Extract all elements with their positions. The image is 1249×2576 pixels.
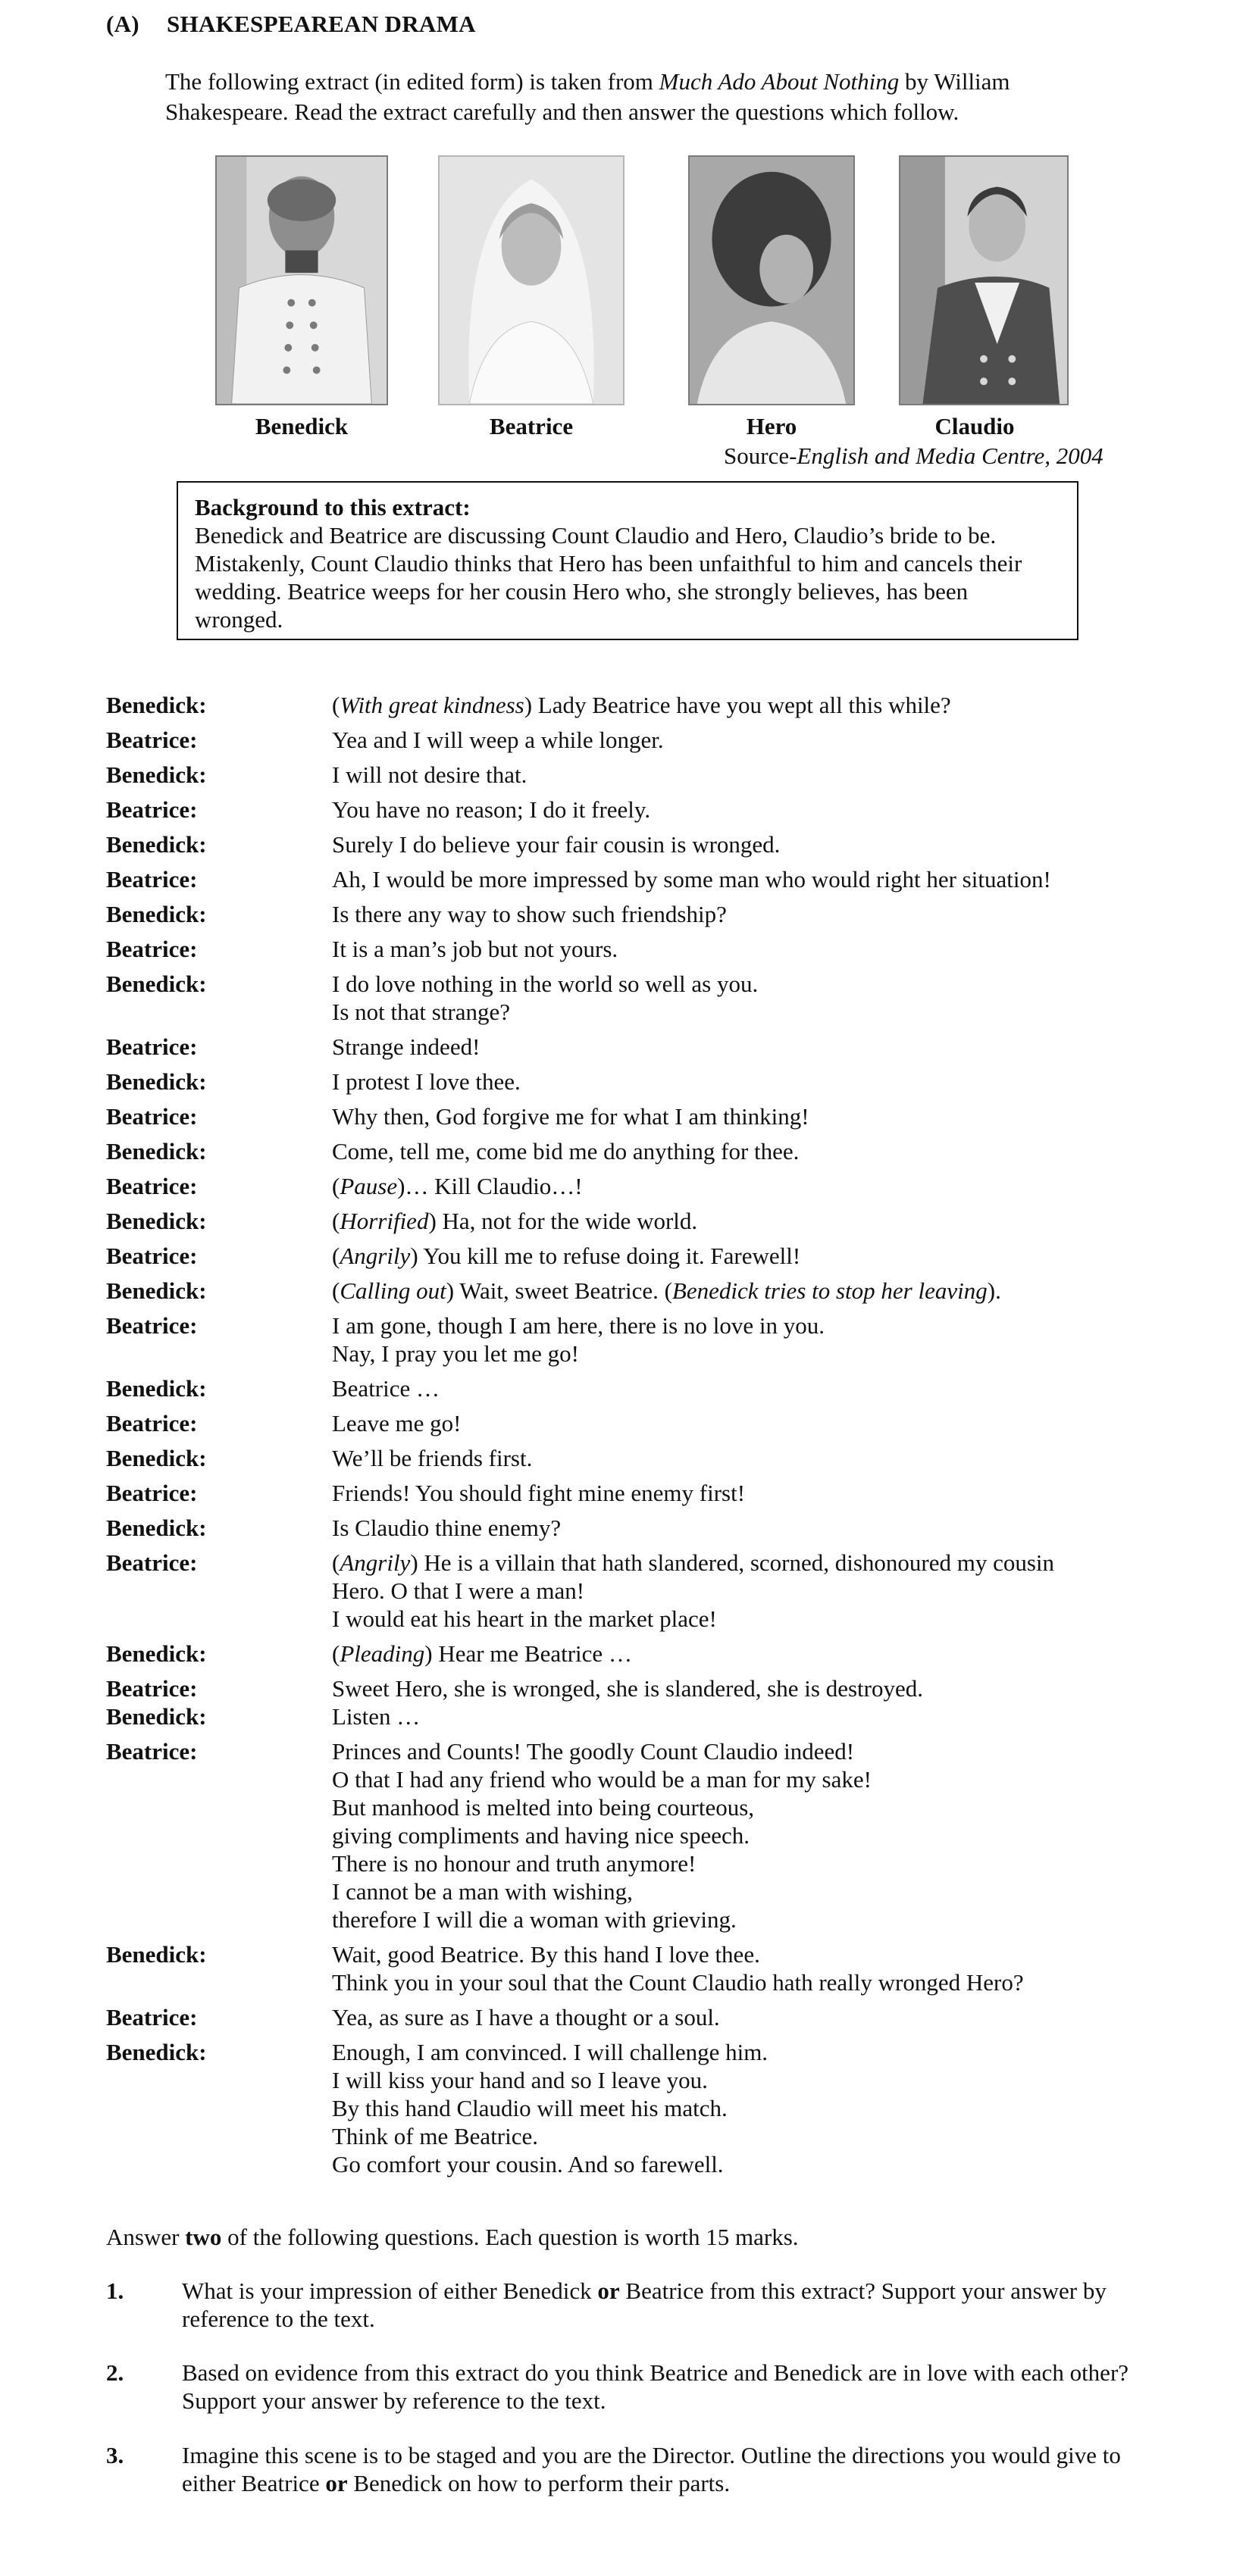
portrait-caption-hero: Hero [746,413,797,439]
portrait-claudio-image [900,157,1067,404]
speech-text [332,1207,1167,1235]
speech-line: I will kiss your hand and so I leave you. [332,2067,708,2093]
image-source [724,442,1103,470]
speech-text [332,1137,1167,1165]
speaker-name: Benedick: [106,761,207,788]
speaker-name: Beatrice: [106,796,198,823]
speaker-name: Beatrice: [106,2004,198,2030]
dialogue-line [106,1068,1167,1096]
speech-line: (With great kindness) Lady Beatrice have you wept all this while? [332,692,951,718]
speaker-name: Benedick: [106,901,207,927]
speech-text [332,1374,1167,1402]
dialogue-line [106,830,1167,858]
speech-line: therefore I will die a woman with grieving. [332,1906,737,1933]
source-title: English and Media Centre, 2004 [797,442,1103,469]
dialogue-line [106,1514,1167,1542]
speech-text [332,1102,1167,1130]
dialogue-line [106,1102,1167,1130]
speech-line: (Calling out) Wait, sweet Beatrice. (Benedick tries to stop her leaving). [332,1277,1001,1304]
dialogue-line [106,2038,1167,2178]
speech-text [332,1242,1167,1270]
intro-paragraph [165,67,1120,127]
portrait-hero [688,155,855,405]
speech-line: I cannot be a man with wishing, [332,1878,633,1905]
speaker-name: Beatrice: [106,1549,198,1576]
question-item [106,2359,1167,2415]
question-number: 3. [106,2442,124,2468]
question-item [106,2441,1167,2497]
section-title: SHAKESPEAREAN DRAMA [167,11,476,37]
speaker-name: Beatrice: [106,1103,198,1130]
speech-line: Is there any way to show such friendship? [332,901,727,927]
question-emphasis: or [597,2277,620,2304]
speech-text [332,1444,1167,1472]
speech-line: Listen … [332,1703,421,1730]
speech-line: Friends! You should fight mine enemy first! [332,1480,746,1506]
question-text-part: What is your impression of either Benedick [182,2277,598,2304]
speech-text [332,761,1167,789]
portrait-caption-beatrice: Beatrice [489,413,574,439]
speech-text [332,1277,1167,1305]
speaker-name: Benedick: [106,2039,207,2065]
speech-text [332,1409,1167,1437]
speech-line: (Horrified) Ha, not for the wide world. [332,1208,698,1234]
speech-text [332,935,1167,963]
dialogue-line [106,865,1167,893]
speech-line: Come, tell me, come bid me do anything for thee. [332,1138,800,1165]
dialogue-line [106,1737,1167,1934]
portrait-beatrice [438,155,624,405]
speech-text [332,796,1167,824]
speaker-name: Benedick: [106,831,207,858]
speech-text [332,1514,1167,1542]
question-text-part: Based on evidence from this extract do you think Beatrice and Benedick are in love with each other? Support your answer by reference to the text. [182,2359,1129,2414]
speech-line: Beatrice … [332,1375,440,1402]
dialogue-line [106,1940,1167,1996]
speech-line: Is not that strange? [332,999,511,1025]
background-box [177,481,1078,640]
speech-line: Go comfort your cousin. And so farewell. [332,2151,724,2177]
speech-line: I would eat his heart in the market place! [332,1605,717,1632]
speaker-name: Benedick: [106,1208,207,1234]
speaker-name: Benedick: [106,1068,207,1095]
portrait-caption-benedick: Benedick [255,413,349,439]
speaker-name: Beatrice: [106,866,198,893]
speech-line: Yea, as sure as I have a thought or a soul. [332,2004,720,2030]
speech-text [332,1702,1167,1730]
speech-text [332,1737,1167,1934]
speaker-name: Benedick: [106,1445,207,1471]
speech-text [332,1640,1167,1668]
speech-text [332,865,1167,893]
play-title: Much Ado About Nothing [659,68,900,95]
dialogue-line [106,726,1167,754]
speaker-name: Beatrice: [106,1675,198,1702]
speech-line: We’ll be friends first. [332,1445,533,1471]
speech-line: Is Claudio thine enemy? [332,1515,562,1541]
question-text-part: Beatrice from this extract? Support your answer by reference to the text. [182,2277,1107,2332]
speech-line: Think you in your soul that the Count Claudio hath really wronged Hero? [332,1969,1024,1996]
speaker-name: Beatrice: [106,1410,198,1436]
speaker-name: Benedick: [106,1941,207,1968]
play-extract [106,691,1167,2185]
speaker-name: Beatrice: [106,727,198,753]
question-number: 2. [106,2359,124,2386]
question-text-part: Imagine this scene is to be staged and you are the Director. Outline the directions you would give to either Beatrice [182,2442,1121,2496]
answer-instructions [106,2224,799,2251]
speech-text [332,1068,1167,1096]
portrait-caption-claudio: Claudio [934,413,1015,439]
speech-line: Enough, I am convinced. I will challenge him. [332,2039,768,2065]
intro-text-before: The following extract (in edited form) is taken from [165,68,659,95]
speaker-name: Benedick: [106,1138,207,1165]
portrait-benedick [215,155,388,405]
speech-text [332,1033,1167,1061]
speaker-name: Beatrice: [106,1738,198,1765]
dialogue-line [106,1374,1167,1402]
speaker-name: Benedick: [106,1703,207,1730]
speaker-name: Benedick: [106,1375,207,1402]
speech-text [332,691,1167,719]
question-text-part: Benedick on how to perform their parts. [347,2470,731,2496]
speech-line: Sweet Hero, she is wronged, she is slandered, she is destroyed. [332,1675,923,1702]
speech-line: Leave me go! [332,1410,462,1436]
speech-line: You have no reason; I do it freely. [332,796,651,823]
speech-text [332,1172,1167,1200]
speech-line: (Angrily) He is a villain that hath slandered, scorned, dishonoured my cousin [332,1549,1055,1576]
speech-line: It is a man’s job but not yours. [332,936,618,962]
speech-line: I protest I love thee. [332,1068,521,1095]
background-title: Background to this extract: [195,494,471,521]
background-text: Benedick and Beatrice are discussing Count Claudio and Hero, Claudio’s bride to be. Mistakenly, Count Claudio thinks that Hero has been unfaithful to him and cancels their wedding. Beatrice weeps for her cousin Hero who, she strongly believes, has been wronged. [195,522,1022,633]
speech-line: I will not desire that. [332,761,527,788]
speech-line: I am gone, though I am here, there is no love in you. [332,1312,825,1339]
dialogue-line [106,1479,1167,1507]
question-item [106,2277,1167,2333]
intro-text-after: by William Shakespeare. Read the extract carefully and then answer the questions which follow. [165,68,1010,125]
dialogue-line [106,1311,1167,1368]
speaker-name: Benedick: [106,1515,207,1541]
speech-line: O that I had any friend who would be a man for my sake! [332,1766,872,1793]
dialogue-line [106,1444,1167,1472]
speech-text [332,970,1167,1026]
section-label: (A) [106,11,139,37]
speech-line: Surely I do believe your fair cousin is wronged. [332,831,781,858]
dialogue-line [106,2003,1167,2031]
speech-line: But manhood is melted into being courteous, [332,1794,755,1821]
speech-line: Strange indeed! [332,1033,481,1060]
question-text [182,2359,1167,2415]
question-number: 1. [106,2277,124,2304]
speech-text [332,1311,1167,1368]
question-text [182,2441,1167,2497]
speech-line: Yea and I will weep a while longer. [332,727,664,753]
speech-line: (Pause)… Kill Claudio…! [332,1173,583,1199]
speech-text [332,1479,1167,1507]
speech-line: Nay, I pray you let me go! [332,1340,579,1367]
dialogue-line [106,1207,1167,1235]
portrait-beatrice-image [440,157,623,404]
question-emphasis: or [325,2470,348,2496]
speech-text [332,900,1167,928]
answer-count: two [185,2224,222,2250]
speaker-name: Beatrice: [106,1033,198,1060]
speaker-name: Benedick: [106,1277,207,1304]
question-text [182,2277,1167,2333]
dialogue-line [106,1033,1167,1061]
speech-text [332,1940,1167,1996]
speech-line: By this hand Claudio will meet his match. [332,2095,728,2121]
dialogue-line [106,761,1167,789]
dialogue-line [106,1702,1167,1730]
section-heading [106,11,476,38]
speaker-name: Beatrice: [106,1243,198,1269]
speaker-name: Beatrice: [106,1480,198,1506]
portrait-claudio [899,155,1069,405]
dialogue-line [106,691,1167,719]
speech-line: Hero. O that I were a man! [332,1577,585,1604]
speaker-name: Beatrice: [106,936,198,962]
speech-line: Princes and Counts! The goodly Count Claudio indeed! [332,1738,855,1765]
speech-text [332,830,1167,858]
dialogue-line [106,1277,1167,1305]
dialogue-line [106,935,1167,963]
speech-line: (Pleading) Hear me Beatrice … [332,1640,632,1667]
dialogue-line [106,1137,1167,1165]
speech-line: Wait, good Beatrice. By this hand I love thee. [332,1941,760,1968]
speech-line: Why then, God forgive me for what I am thinking! [332,1103,809,1130]
portrait-benedick-image [217,157,387,404]
dialogue-line [106,1172,1167,1200]
portrait-hero-image [690,157,853,404]
answer-text-after: of the following questions. Each question is worth 15 marks. [221,2224,799,2250]
speaker-name: Beatrice: [106,1312,198,1339]
speech-line: I do love nothing in the world so well as you. [332,971,759,997]
speech-text [332,726,1167,754]
dialogue-line [106,796,1167,824]
speech-text [332,1674,1167,1702]
speech-line: giving compliments and having nice speech. [332,1822,750,1849]
speaker-name: Benedick: [106,1640,207,1667]
dialogue-line [106,1640,1167,1668]
speaker-name: Benedick: [106,971,207,997]
speech-line: (Angrily) You kill me to refuse doing it. Farewell! [332,1243,801,1269]
speaker-name: Benedick: [106,692,207,718]
speaker-name: Beatrice: [106,1173,198,1199]
dialogue-line [106,1674,1167,1702]
dialogue-line [106,970,1167,1026]
speech-line: Ah, I would be more impressed by some man who would right her situation! [332,866,1051,893]
dialogue-line [106,900,1167,928]
dialogue-line [106,1549,1167,1633]
source-prefix: Source- [724,442,797,469]
speech-text [332,2003,1167,2031]
dialogue-line [106,1242,1167,1270]
dialogue-line [106,1409,1167,1437]
speech-line: There is no honour and truth anymore! [332,1850,696,1877]
answer-text-before: Answer [106,2224,186,2250]
speech-text [332,1549,1167,1633]
speech-text [332,2038,1167,2178]
speech-line: Think of me Beatrice. [332,2123,539,2149]
